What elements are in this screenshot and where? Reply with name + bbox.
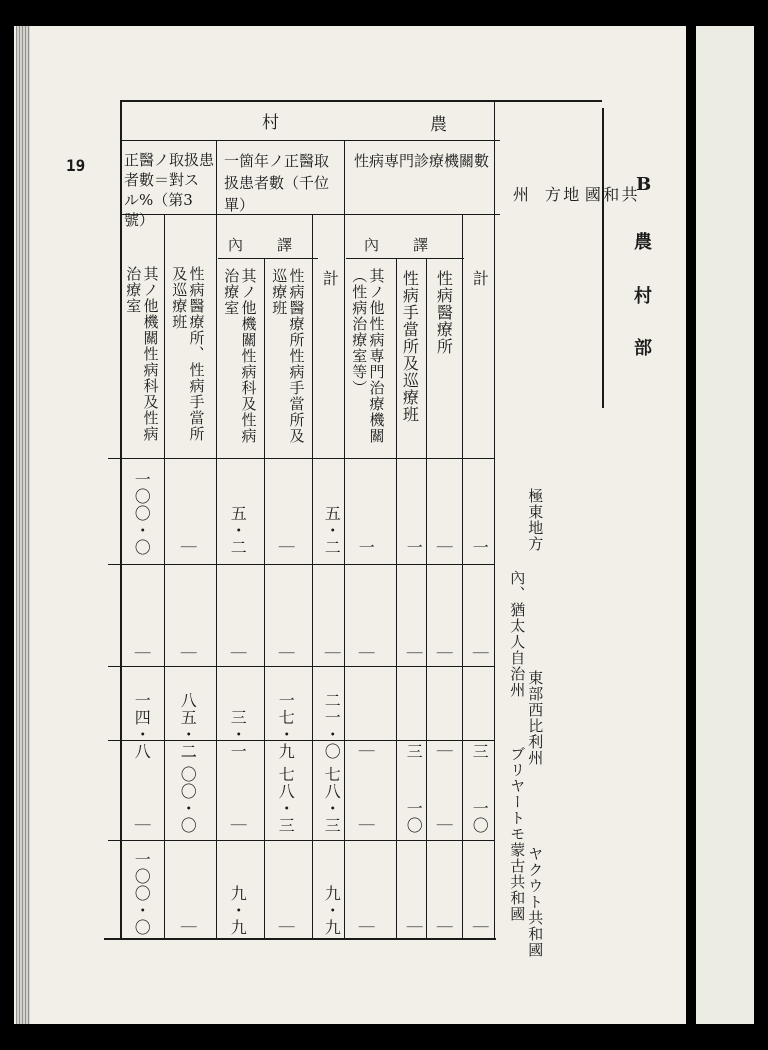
group-title-rule (120, 140, 500, 141)
document-page (14, 26, 686, 1024)
table-cell: ｜ (276, 645, 296, 662)
row-label-1: 極東地方 (526, 488, 545, 552)
scan-edge (16, 26, 30, 1024)
table-cell: ｜ (434, 743, 454, 760)
table-cell: ｜ (228, 645, 248, 662)
row-rule-2 (108, 666, 494, 667)
section-title-letter: B (636, 174, 652, 195)
table-cell: ｜ (132, 817, 152, 834)
table-cell: 一〇〇・〇 (132, 471, 152, 556)
table-cell: ｜ (434, 539, 454, 556)
row-rule-1 (108, 564, 494, 565)
header-bottom-rule (108, 458, 494, 459)
table-cell: 八五・二 (178, 692, 198, 760)
table-right-border (602, 108, 604, 408)
section-title-char-2: 村 (634, 286, 652, 307)
table-cell: ｜ (132, 645, 152, 662)
table-cell: ｜ (434, 817, 454, 834)
col-line-1 (164, 214, 165, 938)
col-line-3 (264, 258, 265, 938)
table-cell: 九・九 (228, 885, 248, 936)
col-line-2 (216, 140, 217, 938)
g1-teatesho-header: 性病手當所及巡療班 (400, 270, 420, 423)
table-cell: 二一・〇 (322, 692, 342, 760)
table-left-border (120, 100, 122, 940)
table-cell: 五・二 (322, 505, 342, 556)
col-line-9 (494, 100, 495, 940)
uchiwake-rule-g2 (218, 258, 318, 259)
col-line-5 (344, 140, 345, 938)
row-label-2: 內、猶太人自治州 (508, 570, 527, 698)
g3-iryosho-header: 性病醫療所、性病手當所及巡療班 (170, 266, 206, 442)
table-bottom-rule (104, 938, 496, 940)
table-cell: ｜ (322, 645, 342, 662)
table-cell: ｜ (228, 817, 248, 834)
label-chiho: 地 方 (542, 186, 580, 203)
g1-iryosho-header: 性病醫療所 (434, 270, 454, 355)
label-shu: 州 (510, 186, 530, 203)
table-cell: 一 (356, 539, 376, 556)
col-line-8 (462, 214, 463, 938)
table-cell: ｜ (404, 645, 424, 662)
g2-iryosho-header: 性病醫療所性病手當所及巡療班 (270, 268, 306, 444)
group-title-village: 村 (262, 113, 279, 133)
table-cell: ｜ (178, 645, 198, 662)
table-cell: ｜ (434, 645, 454, 662)
table-cell: 七八・三 (276, 766, 296, 834)
col-line-6 (396, 258, 397, 938)
table-top-rule (120, 100, 602, 102)
row-label-3: 東部西比利州 (526, 670, 545, 766)
table-cell: ｜ (276, 919, 296, 936)
row-label-4: ブリヤートモ蒙古共和國 (508, 746, 527, 922)
table-cell: ｜ (356, 919, 376, 936)
uchiwake-label-g2: 內譯 (228, 236, 327, 254)
uchiwake-rule-g1 (346, 258, 464, 259)
section-title-char-1: 農 (634, 232, 652, 253)
uchiwake-label-g1: 內譯 (364, 236, 463, 254)
g1-kei-header: 計 (470, 270, 490, 287)
col-line-7 (426, 258, 427, 938)
col-line-4 (312, 214, 313, 938)
table-cell: 一〇〇・〇 (178, 749, 198, 834)
table-cell: 三・一 (228, 709, 248, 760)
table-cell: 一〇 (470, 800, 490, 834)
table-cell: 三 (404, 743, 424, 760)
table-cell: ｜ (470, 919, 490, 936)
section-title-char-3: 部 (634, 338, 652, 359)
table-cell: 一〇 (404, 800, 424, 834)
row-rule-4 (108, 840, 494, 841)
g3-other-header: 其ノ他機關性病科及性病治療室 (124, 266, 160, 442)
table-cell: ｜ (356, 743, 376, 760)
table-cell: 一 (470, 539, 490, 556)
table-cell: ｜ (178, 919, 198, 936)
table-cell: 七八・三 (322, 766, 342, 834)
table-cell: ｜ (404, 919, 424, 936)
table-cell: 一 (404, 539, 424, 556)
label-kyowa: 共 和 國 (582, 186, 639, 203)
table-cell: 九・九 (322, 885, 342, 936)
row-label-5: ヤクウト共和國 (526, 846, 545, 958)
group1-header: 性病専門診療機關數 (354, 152, 490, 170)
page-number: 19 (66, 156, 86, 175)
g2-other-header: 其ノ他機關性病科及性病治療室 (222, 268, 258, 444)
table-cell: ｜ (434, 919, 454, 936)
table-cell: ｜ (178, 539, 198, 556)
table-cell: 三 (470, 743, 490, 760)
adjacent-page-strip (696, 26, 754, 1024)
table-cell: ｜ (356, 817, 376, 834)
g2-kei-header: 計 (320, 270, 340, 287)
group3-header: 正醫ノ取扱患者數＝對スル%（第3號） (123, 151, 214, 229)
table-cell: 一七・九 (276, 692, 296, 760)
table-cell: 一〇〇・〇 (132, 851, 152, 936)
group2-header: 一箇年ノ正醫取扱患者數（千位單） (224, 152, 330, 214)
group-title-agri: 農 (430, 115, 447, 135)
table-cell: 一四・八 (132, 692, 152, 760)
g1-other-header: 其ノ他性病専門治療機關（性病治療室等） (350, 268, 386, 444)
table-cell: ｜ (276, 539, 296, 556)
table-cell: ｜ (356, 645, 376, 662)
table-cell: 五・二 (228, 505, 248, 556)
table-cell: ｜ (470, 645, 490, 662)
